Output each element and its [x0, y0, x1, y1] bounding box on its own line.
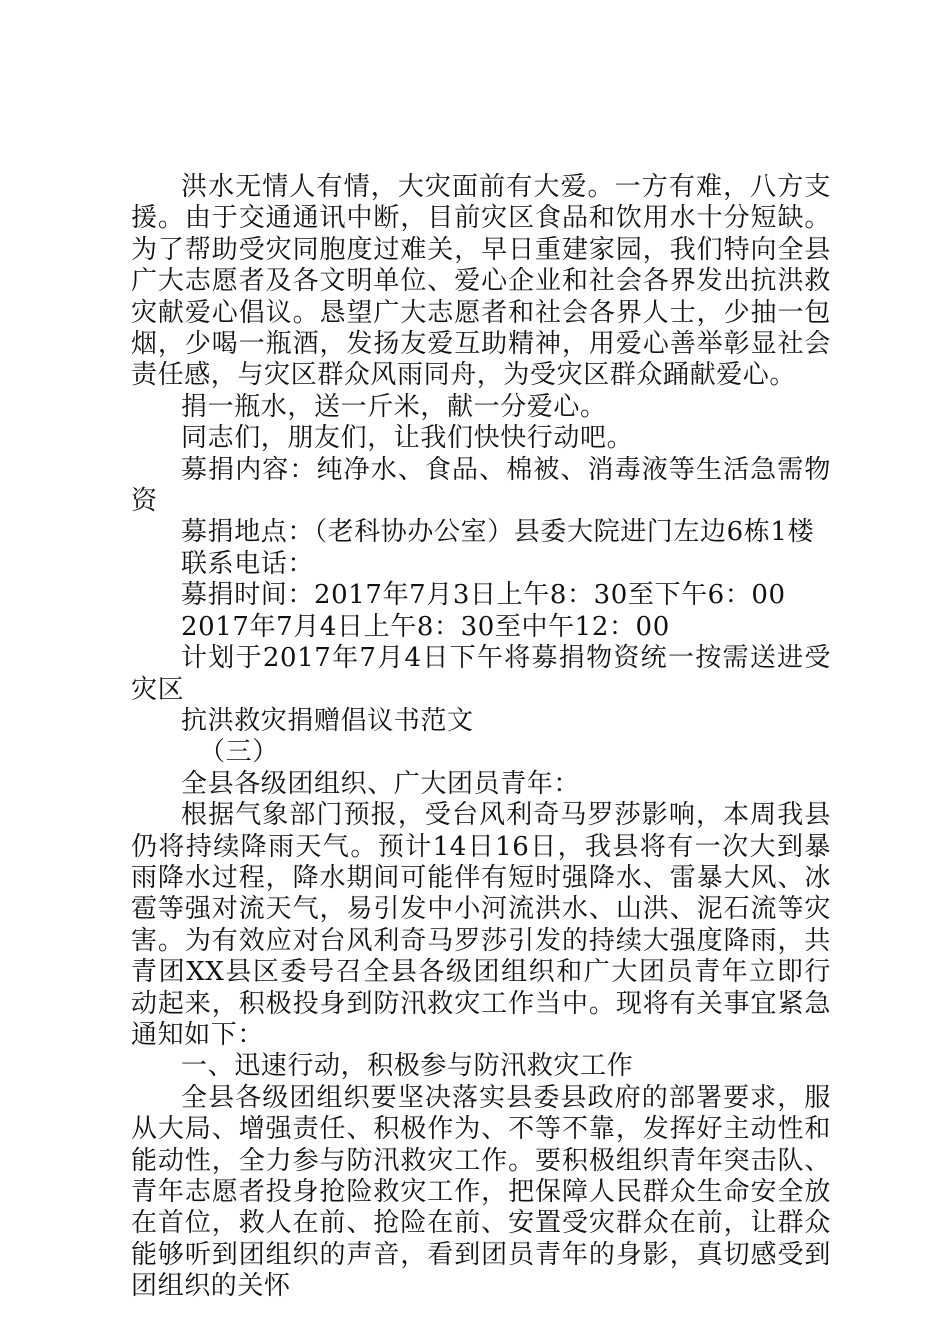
paragraph-heading-one: 一、迅速行动，积极参与防汛救灾工作	[181, 1051, 634, 1082]
paragraph-donation-time: 募捐时间：2017年7月3日上午8：30至下午6：00	[181, 580, 786, 611]
paragraph-action-requirements: 全县各级团组织要坚决落实县委县政府的部署要求，服从大局、增强责任、积极作为、不等不靠，发挥好主动性和能动性，全力参与防汛救灾工作。要积极组织青年突击队、青年志愿者投身抢险救灾工作，把保障人民群众生命安全放在首位，救人在前、抢险在前、安置受灾群众在前，让群众能够听到团组织的声音，看到团员青年的身影，真切感受到团组织的关怀	[131, 1082, 831, 1302]
paragraph-section-title: 抗洪救灾捐赠倡议书范文	[181, 705, 474, 736]
paragraph-section-number: （三）	[199, 737, 279, 768]
paragraph-weather-notice: 根据气象部门预报，受台风利奇马罗莎影响，本周我县仍将持续降雨天气。预计14日16日，我县将有一次大到暴雨降水过程，降水期间可能伴有短时强降水、雷暴大风、冰雹等强对流天气，易引发中小河流洪水、山洪、泥石流等灾害。为有效应对台风利奇马罗莎引发的持续大强度降雨，共青团XX县区委号召全县各级团组织和广大团员青年立即行动起来，积极投身到防汛救灾工作当中。现将有关事宜紧急通知如下：	[131, 800, 831, 1050]
paragraph-slogan: 捐一瓶水，送一斤米，献一分爱心。	[181, 391, 607, 422]
paragraph-delivery-plan: 计划于2017年7月4日下午将募捐物资统一按需送进受灾区	[131, 643, 831, 705]
paragraph-contact-phone: 联系电话：	[181, 548, 315, 579]
paragraph-salutation: 全县各级团组织、广大团员青年：	[181, 768, 581, 799]
document-body	[131, 172, 831, 1303]
paragraph-donation-location: 募捐地点：（老科协办公室）县委大院进门左边6栋1楼	[181, 517, 815, 548]
paragraph-appeal: 洪水无情人有情，大灾面前有大爱。一方有难，八方支援。由于交通通讯中断，目前灾区食品和饮用水十分短缺。为了帮助受灾同胞度过难关，早日重建家园，我们特向全县广大志愿者及各文明单位、爱心企业和社会各界发出抗洪救灾献爱心倡议。恳望广大志愿者和社会各界人士，少抽一包烟，少喝一瓶酒，发扬友爱互助精神，用爱心善举彰显社会责任感，与灾区群众风雨同舟，为受灾区群众踊献爱心。	[131, 172, 831, 391]
paragraph-donation-time-2: 2017年7月4日上午8：30至中午12：00	[181, 611, 670, 642]
paragraph-call-to-action: 同志们，朋友们，让我们快快行动吧。	[181, 423, 634, 454]
paragraph-donation-content: 募捐内容：纯净水、食品、棉被、消毒液等生活急需物资	[131, 454, 831, 517]
